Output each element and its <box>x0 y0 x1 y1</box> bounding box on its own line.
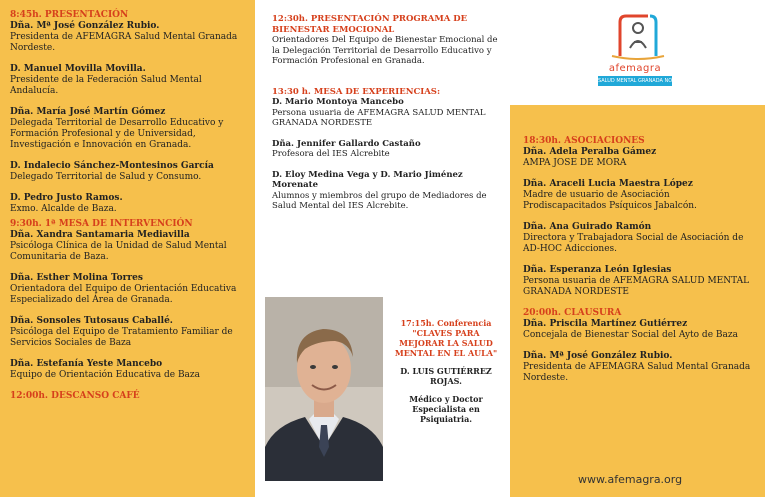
speaker-role: Exmo. Alcalde de Baza. <box>10 204 117 214</box>
speaker-role: Presidente de la Federación Salud Mental Andalucía. <box>10 75 202 96</box>
speaker-name: Dña. Xandra Santamaria Mediavilla <box>10 230 190 240</box>
speaker-name: Dña. Mª José González Rubio. <box>523 351 673 361</box>
session-description: Orientadores Del Equipo de Bienestar Emocional de la Delegación Territorial de Desarrollo Educativo y Formación Profesional en Granada. <box>272 35 498 66</box>
program-entry <box>10 193 247 215</box>
speaker-role: Psicóloga Clínica de la Unidad de Salud Mental Comunitaria de Baza. <box>10 241 227 262</box>
conference-title: "CLAVES PARA MEJORAR LA SALUD MENTAL EN EL AULA" <box>394 328 498 358</box>
session-time: 20:00h. CLAUSURA <box>523 308 622 318</box>
program-entry <box>523 179 755 212</box>
program-entry <box>523 351 755 384</box>
logo-brand-text: afemagra <box>608 63 662 74</box>
conference-block <box>390 318 502 424</box>
speaker-name: Dña. Sonsoles Tutosaus Caballé. <box>10 316 173 326</box>
speaker-role: Equipo de Orientación Educativa de Baza <box>10 370 201 380</box>
speaker-name: Dña. Araceli Lucia Maestra López <box>523 179 693 189</box>
speaker-role: Psicóloga del Equipo de Tratamiento Familiar de Servicios Sociales de Baza <box>10 327 233 348</box>
speaker-name: Dña. Jennifer Gallardo Castaño <box>272 138 421 149</box>
program-entry <box>523 265 755 298</box>
speaker-role: Madre de usuario de Asociación Prodiscapacitados Psíquicos Jabalcón. <box>523 190 697 211</box>
session-time: 12:30h. PRESENTACIÓN PROGRAMA DE BIENESTAR EMOCIONAL <box>272 14 468 35</box>
speaker-name: Dña. Estefanía Yeste Mancebo <box>10 359 163 369</box>
session-time: 9:30h. 1ª MESA DE INTERVENCIÓN <box>10 219 193 229</box>
conference-speaker-role: Médico y Doctor Especialista en Psiquiatria. <box>409 394 483 424</box>
speaker-role: Persona usuaria de AFEMAGRA SALUD MENTAL GRANADA NORDESTE <box>272 107 486 128</box>
session-time: 13:30 h. MESA DE EXPERIENCIAS: <box>272 86 441 97</box>
conference-speaker: D. LUIS GUTIÉRREZ ROJAS. <box>400 366 492 386</box>
session-time: 8:45h. PRESENTACIÓN <box>10 10 129 20</box>
speaker-name: Dña. Ana Guirado Ramón <box>523 222 652 232</box>
speaker-role: Directora y Trabajadora Social de Asociación de AD-HOC Adicciones. <box>523 233 744 254</box>
logo-subtitle: SALUD MENTAL GRANADA NORDESTE <box>598 78 693 84</box>
program-entry <box>523 222 755 255</box>
program-entry <box>272 87 500 129</box>
conference-time: 17:15h. Conferencia <box>400 318 492 328</box>
program-entry <box>10 316 247 349</box>
speaker-name: Dña. Esther Molina Torres <box>10 273 143 283</box>
speaker-role: Delegado Territorial de Salud y Consumo. <box>10 172 202 182</box>
speaker-role: Delegada Territorial de Desarrollo Educativo y Formación Profesional y de Universidad, Investigación e Innovación en Granada. <box>10 118 224 150</box>
speaker-photo <box>265 297 383 481</box>
website-link[interactable]: www.afemagra.org <box>578 473 683 486</box>
speaker-name: Dña. Esperanza León Iglesias <box>523 265 672 275</box>
speaker-role: Orientadora del Equipo de Orientación Educativa Especializado del Área de Granada. <box>10 284 237 305</box>
speaker-name: D. Manuel Movilla Movilla. <box>10 64 146 74</box>
program-entry <box>10 10 247 54</box>
speaker-name: Dña. María José Martín Gómez <box>10 107 166 117</box>
program-entry <box>10 219 247 263</box>
program-entry <box>10 359 247 381</box>
session-time: 18:30h. ASOCIACIONES <box>523 136 645 146</box>
speaker-role: AMPA JOSE DE MORA <box>523 158 627 168</box>
program-entry <box>10 391 247 402</box>
program-entry <box>10 107 247 151</box>
speaker-name: D. Eloy Medina Vega y D. Mario Jiménez Morenate <box>272 169 463 190</box>
program-entry <box>523 136 755 169</box>
program-entry <box>272 14 500 67</box>
speaker-name: Dña. Priscila Martínez Gutiérrez <box>523 319 688 329</box>
speaker-role: Persona usuaria de AFEMAGRA SALUD MENTAL GRANADA NORDESTE <box>523 276 750 297</box>
speaker-role: Alumnos y miembros del grupo de Mediadores de Salud Mental del IES Alcrebite. <box>272 190 487 211</box>
logo-mark-icon <box>590 12 680 62</box>
session-time: 12:00h. DESCANSO CAFÉ <box>10 391 140 401</box>
program-entry <box>10 64 247 97</box>
left-panel <box>0 0 255 497</box>
program-entry <box>10 273 247 306</box>
speaker-name: Dña. Adela Peralba Gámez <box>523 147 657 157</box>
speaker-name: D. Mario Montoya Mancebo <box>272 97 404 107</box>
speaker-name: D. Pedro Justo Ramos. <box>10 193 123 203</box>
speaker-name: D. Indalecio Sánchez-Montesinos García <box>10 161 214 171</box>
speaker-role: Presidenta de AFEMAGRA Salud Mental Granada Nordeste. <box>10 32 238 53</box>
speaker-role: Presidenta de AFEMAGRA Salud Mental Granada Nordeste. <box>523 362 751 383</box>
program-entry <box>523 308 755 341</box>
speaker-name: Dña. Mª José González Rubio. <box>10 21 160 31</box>
speaker-role: Profesora del IES Alcrebite <box>272 149 390 159</box>
program-entry <box>272 139 500 160</box>
afemagra-logo <box>590 12 693 92</box>
program-entry <box>10 161 247 183</box>
program-entry <box>272 170 500 212</box>
right-program-panel <box>510 105 765 497</box>
speaker-role: Concejala de Bienestar Social del Ayto de Baza <box>523 330 738 340</box>
